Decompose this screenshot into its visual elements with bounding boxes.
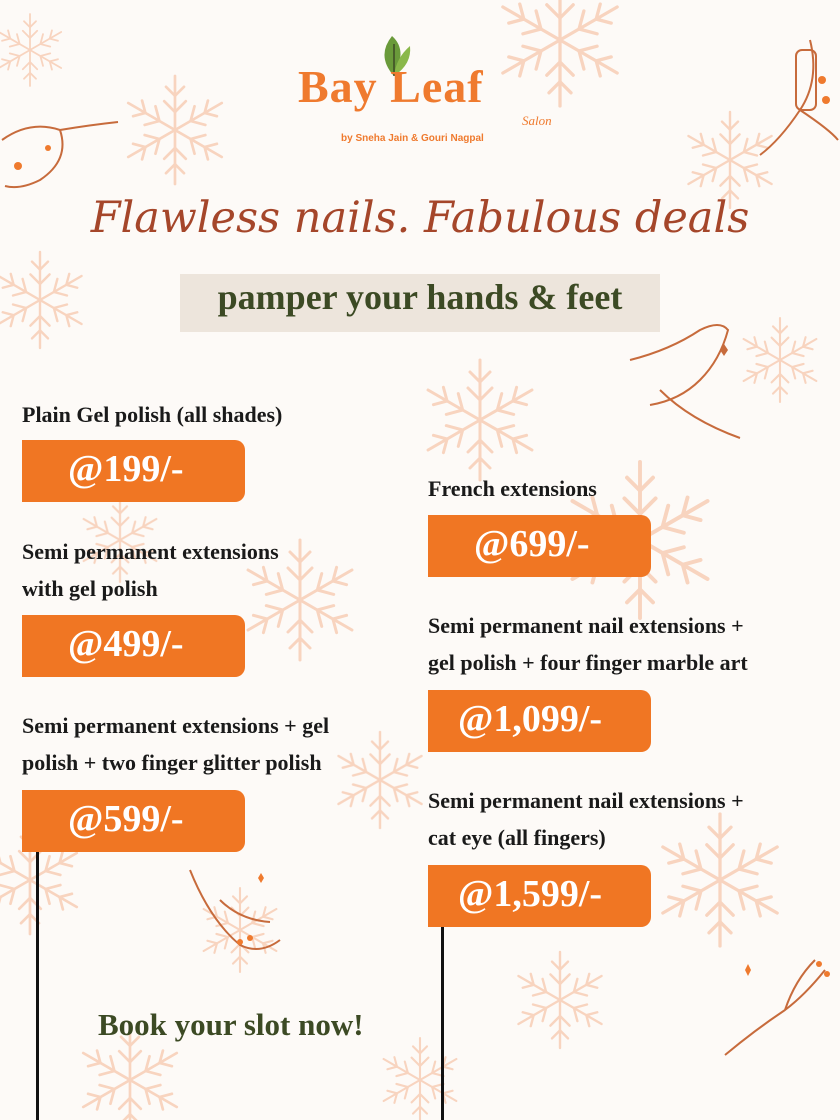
offer-label bbox=[22, 707, 329, 781]
offer-price-badge bbox=[428, 515, 651, 577]
offer-label-line: gel polish + four finger marble art bbox=[428, 650, 748, 675]
offer-price: @1,599/- bbox=[458, 873, 603, 915]
offer-label bbox=[428, 607, 748, 681]
offer-price-badge bbox=[428, 690, 651, 752]
offer-price-badge bbox=[22, 615, 245, 677]
offer-price-badge bbox=[22, 790, 245, 852]
subheadline: pamper your hands & feet bbox=[217, 277, 623, 317]
offer-label bbox=[22, 533, 279, 607]
offer-label bbox=[428, 782, 744, 856]
hand-illustration-icon bbox=[715, 940, 840, 1060]
offer-price: @1,099/- bbox=[458, 698, 603, 740]
offer-price: @599/- bbox=[68, 798, 184, 840]
offer-price-badge bbox=[428, 865, 651, 927]
offer-label bbox=[22, 396, 282, 433]
offer-label-line: French extensions bbox=[428, 476, 597, 501]
offer-label-line: Semi permanent extensions bbox=[22, 539, 279, 564]
brand-byline: by Sneha Jain & Gouri Nagpal bbox=[341, 133, 484, 144]
offer-label-line: Semi permanent nail extensions + bbox=[428, 613, 744, 638]
brand-name: Bay Leaf bbox=[298, 61, 484, 112]
offer-label-line: Semi permanent extensions + gel bbox=[22, 713, 330, 738]
brand-subtitle: Salon bbox=[522, 113, 552, 128]
headline: Flawless nails. Fabulous deals bbox=[90, 193, 750, 243]
offer-label-line: with gel polish bbox=[22, 576, 158, 601]
offer-label-line: Semi permanent nail extensions + bbox=[428, 788, 744, 813]
divider-line-left bbox=[36, 850, 39, 1120]
offer-price: @699/- bbox=[474, 523, 590, 565]
divider-line-right bbox=[441, 925, 444, 1120]
foot-illustration-icon bbox=[180, 860, 290, 960]
offer-price-badge bbox=[22, 440, 245, 502]
offer-label-line: cat eye (all fingers) bbox=[428, 825, 606, 850]
offer-price: @199/- bbox=[68, 448, 184, 490]
hand-illustration-icon bbox=[740, 30, 840, 170]
offer-label-line: Plain Gel polish (all shades) bbox=[22, 402, 283, 427]
offer-price: @499/- bbox=[68, 623, 184, 665]
offer-label-line: polish + two finger glitter polish bbox=[22, 750, 322, 775]
book-slot-cta: Book your slot now! bbox=[98, 1007, 364, 1042]
offer-label bbox=[428, 470, 597, 507]
